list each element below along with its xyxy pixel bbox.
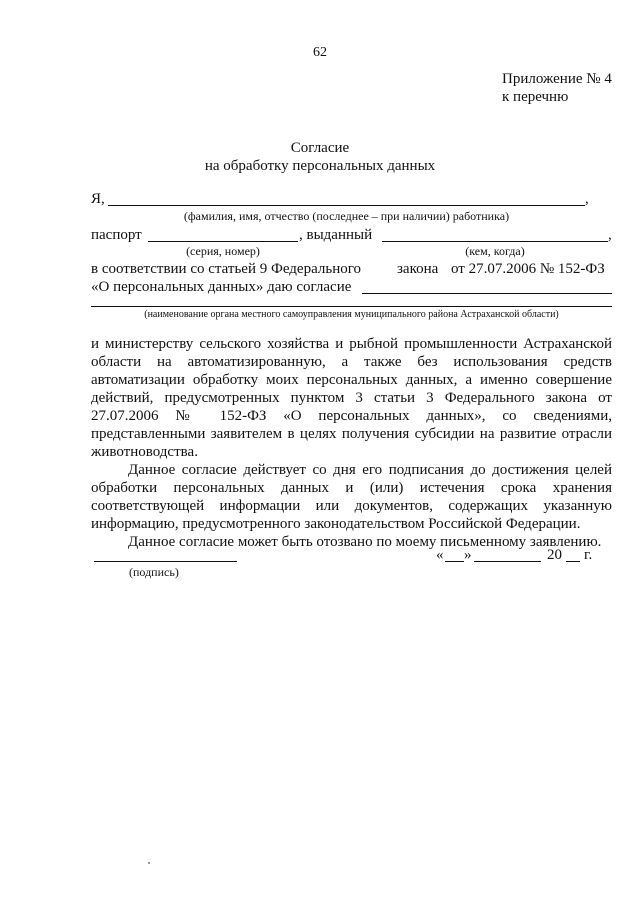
date-year-line[interactable] <box>566 561 580 562</box>
date-month-line[interactable] <box>474 561 541 562</box>
law-reference-number: от 27.07.2006 № 152-ФЗ <box>451 261 605 277</box>
consent-paragraph-3: Данное согласие может быть отозвано по моему письменному заявлению. <box>128 534 602 550</box>
passport-label: паспорт <box>91 227 142 243</box>
passport-issuer-line[interactable] <box>382 241 608 242</box>
appendix-label: Приложение № 4 <box>502 71 612 87</box>
consent-paragraph-2: Данное согласие действует со дня его подписания до достижения целей обработки персональных данных и (или) истечения срока хранения соответствующей информации или документов, содержащих указанную информацию, предусмотренного законодательством Российской Федерации. <box>91 462 612 532</box>
organ-line-1[interactable] <box>362 293 612 294</box>
law-reference-word: закона <box>397 261 439 277</box>
page-number: 62 <box>313 45 327 60</box>
ya-label: Я, <box>91 191 105 207</box>
consent-body <box>91 335 612 551</box>
date-year-suffix: г. <box>584 547 593 563</box>
fullname-line[interactable] <box>108 205 585 206</box>
passport-number-line[interactable] <box>148 241 298 242</box>
issuer-caption: (кем, когда) <box>465 244 525 258</box>
date-open-quote: « <box>436 547 444 563</box>
document-title: Согласие <box>290 140 350 156</box>
signature-caption: (подпись) <box>129 565 179 579</box>
consent-phrase: «О персональных данных» даю согласие <box>91 279 352 295</box>
document-subtitle: на обработку персональных данных <box>204 158 436 174</box>
passport-comma: , <box>608 227 612 243</box>
organ-line-2[interactable] <box>91 306 612 307</box>
organ-caption: (наименование органа местного самоуправления муниципального района Астраханской области) <box>144 309 559 320</box>
name-comma: , <box>585 191 589 207</box>
consent-paragraph-1: и министерству сельского хозяйства и рыбной промышленности Астраханской области на автоматизированную, а также без использования средств автоматизации обработку моих персональных данных, а именно совершение действий, предусмотренных пунктом 3 статьи 3 Федерального закона от 27.07.2006 № 152-ФЗ «О персональных данных», со сведениями, представленными заявителем в целях получения субсидии на развитие отрасли животноводства. <box>91 336 612 460</box>
signature-line[interactable] <box>94 561 237 562</box>
appendix-subtitle: к перечню <box>502 89 569 105</box>
scan-speck <box>148 862 150 864</box>
date-year-prefix: 20 <box>547 547 562 563</box>
issued-label: , выданный <box>299 227 373 243</box>
date-close-quote: » <box>464 547 472 563</box>
date-day-line[interactable] <box>445 561 464 562</box>
law-reference-start: в соответствии со статьей 9 Федерального <box>91 261 362 277</box>
series-caption: (серия, номер) <box>186 244 260 258</box>
fullname-caption: (фамилия, имя, отчество (последнее – при наличии) работника) <box>183 209 510 223</box>
